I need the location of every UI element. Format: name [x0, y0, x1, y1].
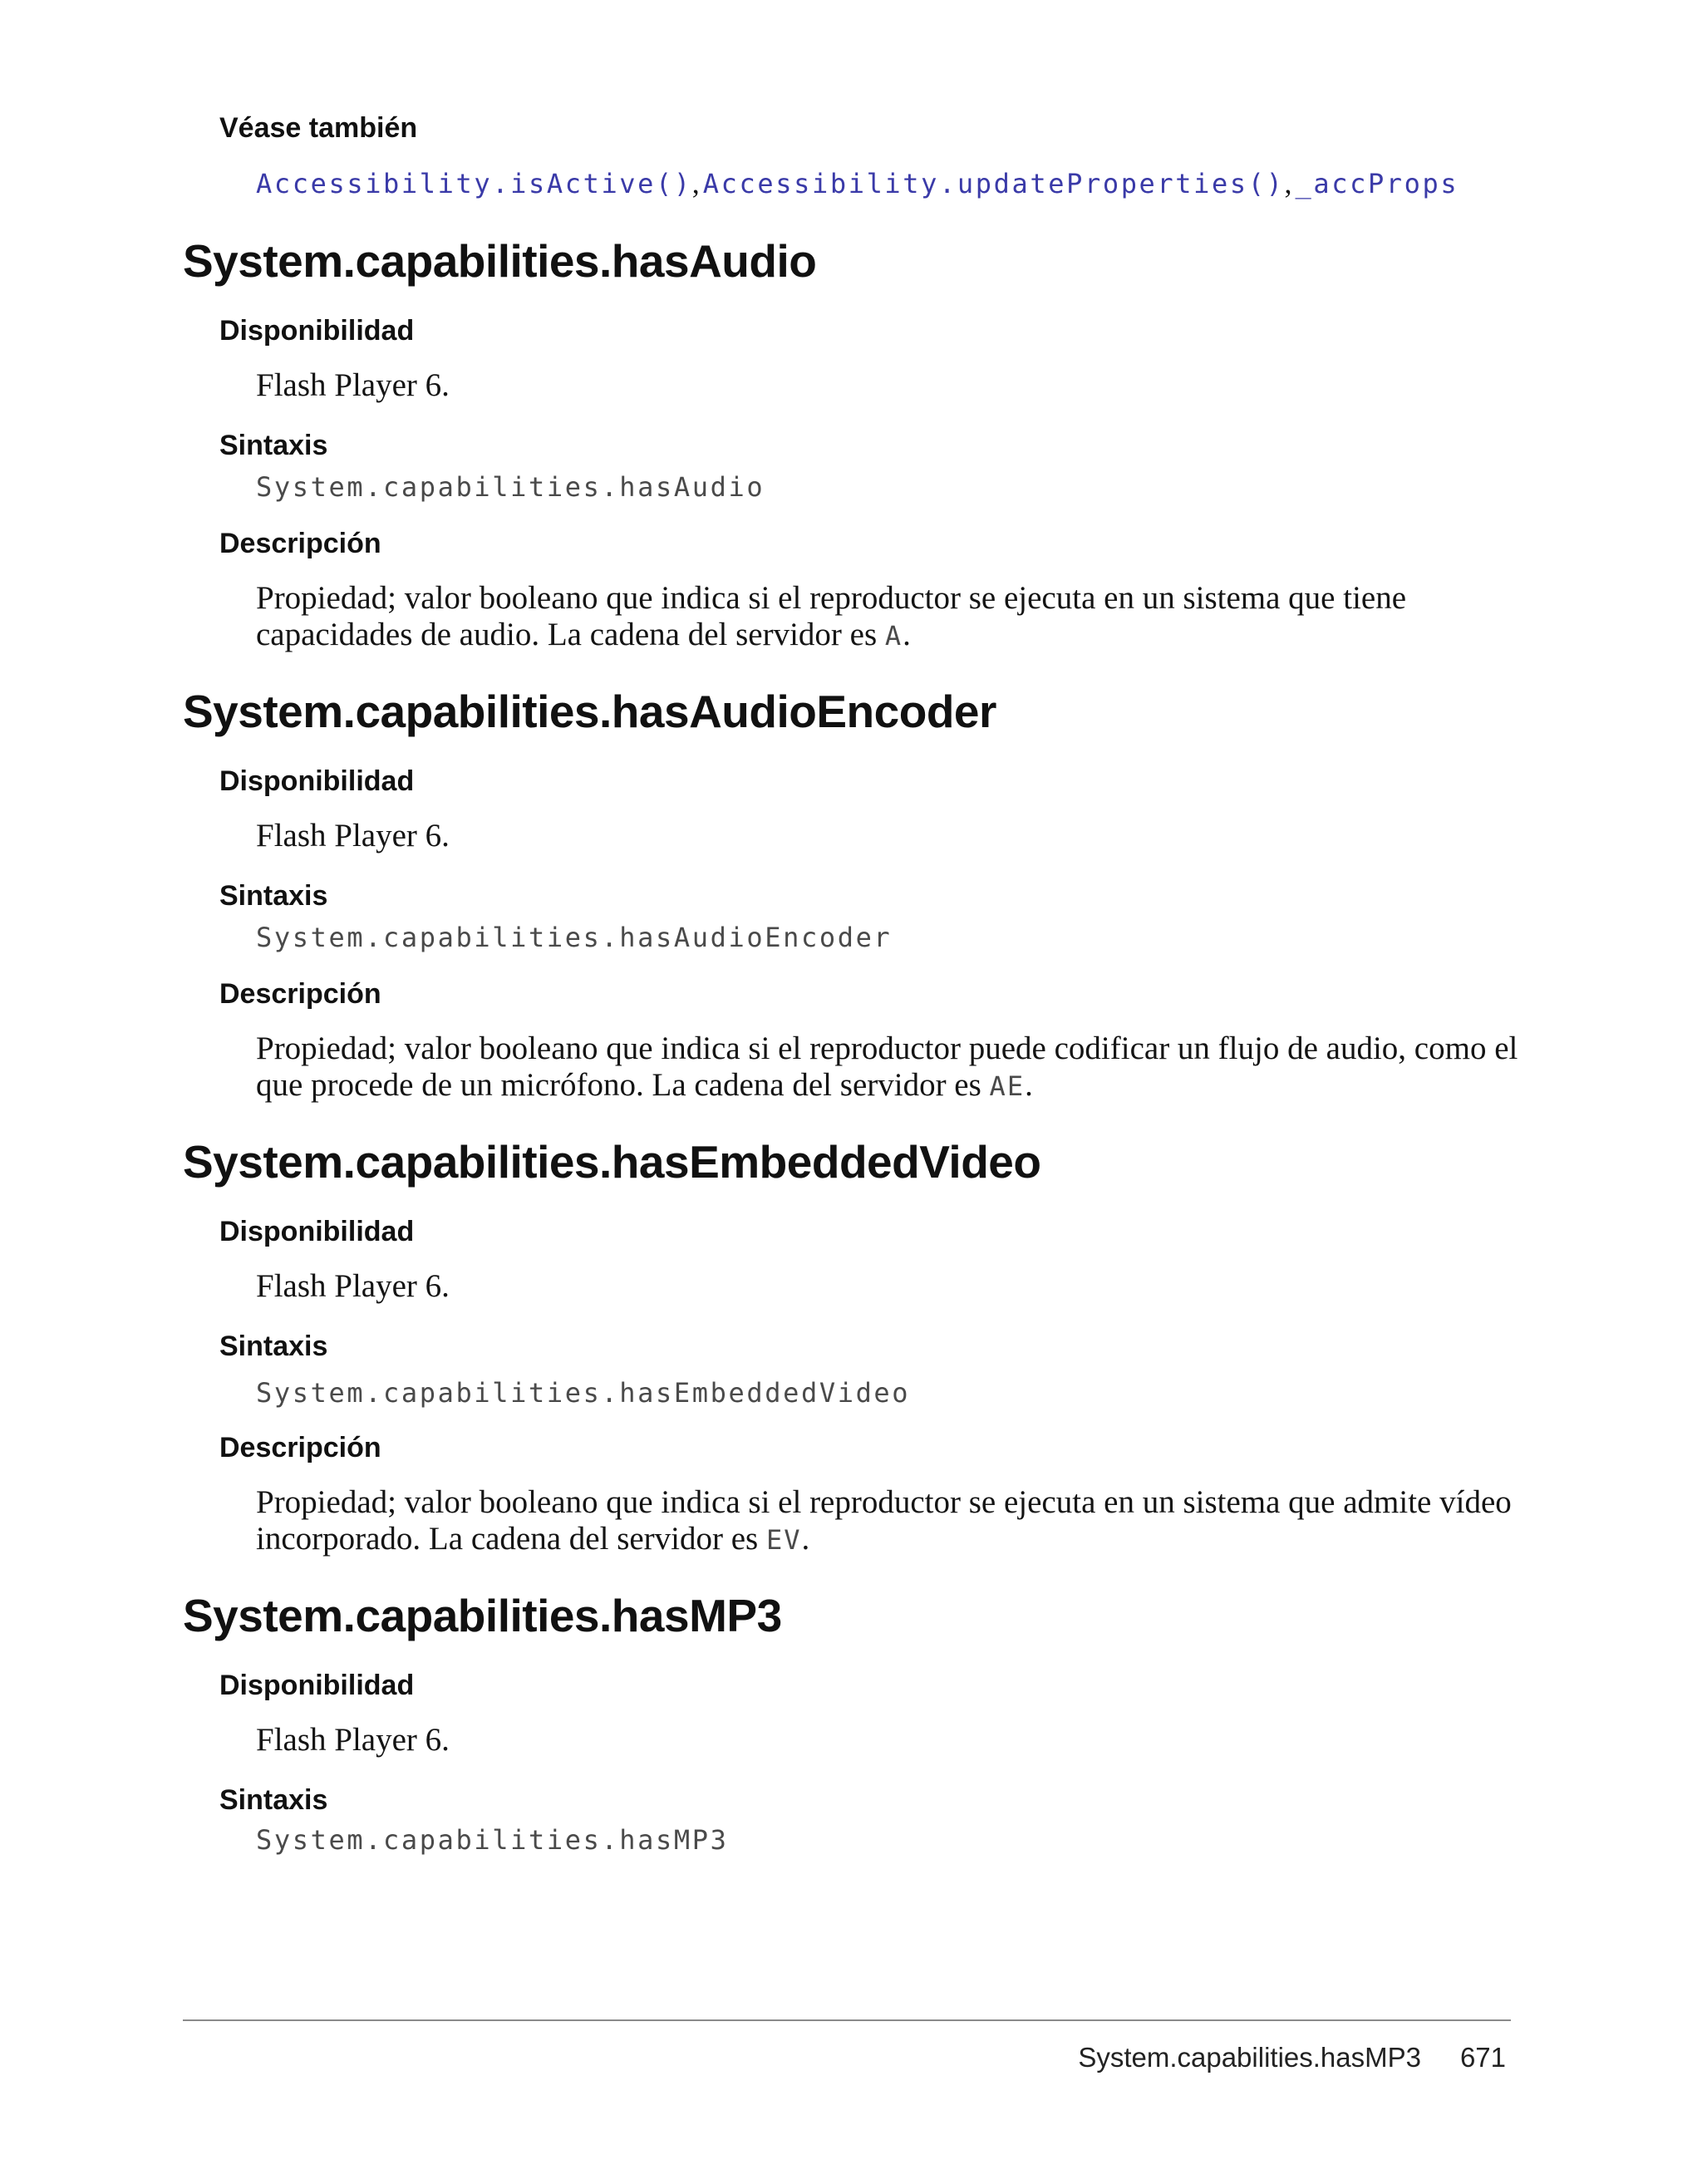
description-line-1: Propiedad; valor booleano que indica si el reproductor se ejecuta en un sistema que admite vídeo: [256, 1484, 1512, 1520]
syntax-code: System.capabilities.hasMP3: [256, 1824, 729, 1856]
page-number: 671: [1459, 2042, 1506, 2073]
description-end: .: [903, 617, 911, 652]
description-text: [256, 1031, 1519, 1104]
link-separator: ,: [1284, 166, 1292, 199]
description-text: [256, 580, 1519, 654]
availability-heading: Disponibilidad: [219, 765, 415, 797]
availability-heading: Disponibilidad: [219, 1216, 415, 1247]
link-accessibility-updateproperties[interactable]: Accessibility.updateProperties(): [702, 168, 1285, 199]
server-string-code: A: [884, 620, 903, 652]
server-string-code: EV: [765, 1524, 802, 1556]
description-heading: Descripción: [219, 528, 381, 559]
see-also-links: [256, 165, 1459, 208]
syntax-heading: Sintaxis: [219, 430, 328, 461]
link-accprops[interactable]: _accProps: [1295, 168, 1459, 199]
availability-text: Flash Player 6.: [256, 367, 450, 403]
description-line-2: capacidades de audio. La cadena del servidor es: [256, 617, 885, 652]
description-end: .: [1025, 1067, 1033, 1103]
syntax-heading: Sintaxis: [219, 880, 328, 912]
see-also-heading: Véase también: [219, 112, 418, 144]
server-string-code: AE: [989, 1070, 1026, 1102]
availability-text: Flash Player 6.: [256, 818, 450, 853]
description-text: [256, 1484, 1519, 1558]
availability-text: Flash Player 6.: [256, 1722, 450, 1758]
syntax-heading: Sintaxis: [219, 1784, 328, 1816]
availability-heading: Disponibilidad: [219, 315, 415, 347]
description-end: .: [801, 1521, 810, 1557]
syntax-heading: Sintaxis: [219, 1331, 328, 1362]
availability-text: Flash Player 6.: [256, 1268, 450, 1304]
description-line-2: que procede de un micrófono. La cadena del servidor es: [256, 1067, 990, 1103]
footer-divider: [183, 2019, 1511, 2021]
entry-title-hasaudioencoder: System.capabilities.hasAudioEncoder: [183, 686, 996, 737]
description-line-1: Propiedad; valor booleano que indica si el reproductor se ejecuta en un sistema que tiene: [256, 580, 1407, 616]
description-heading: Descripción: [219, 978, 381, 1010]
availability-heading: Disponibilidad: [219, 1670, 415, 1701]
syntax-code: System.capabilities.hasAudioEncoder: [256, 922, 893, 953]
entry-title-hasembeddedvideo: System.capabilities.hasEmbeddedVideo: [183, 1136, 1041, 1188]
footer-running-title: System.capabilities.hasMP3: [1078, 2042, 1421, 2073]
entry-title-hasmp3: System.capabilities.hasMP3: [183, 1590, 782, 1641]
description-line-2: incorporado. La cadena del servidor es: [256, 1521, 766, 1557]
syntax-code: System.capabilities.hasAudio: [256, 471, 765, 503]
entry-title-hasaudio: System.capabilities.hasAudio: [183, 235, 817, 287]
syntax-code: System.capabilities.hasEmbeddedVideo: [256, 1377, 911, 1409]
link-separator: ,: [691, 166, 700, 199]
link-accessibility-isactive[interactable]: Accessibility.isActive(): [256, 168, 692, 199]
description-heading: Descripción: [219, 1432, 381, 1463]
description-line-1: Propiedad; valor booleano que indica si el reproductor puede codificar un flujo de audio, como el: [256, 1031, 1518, 1066]
